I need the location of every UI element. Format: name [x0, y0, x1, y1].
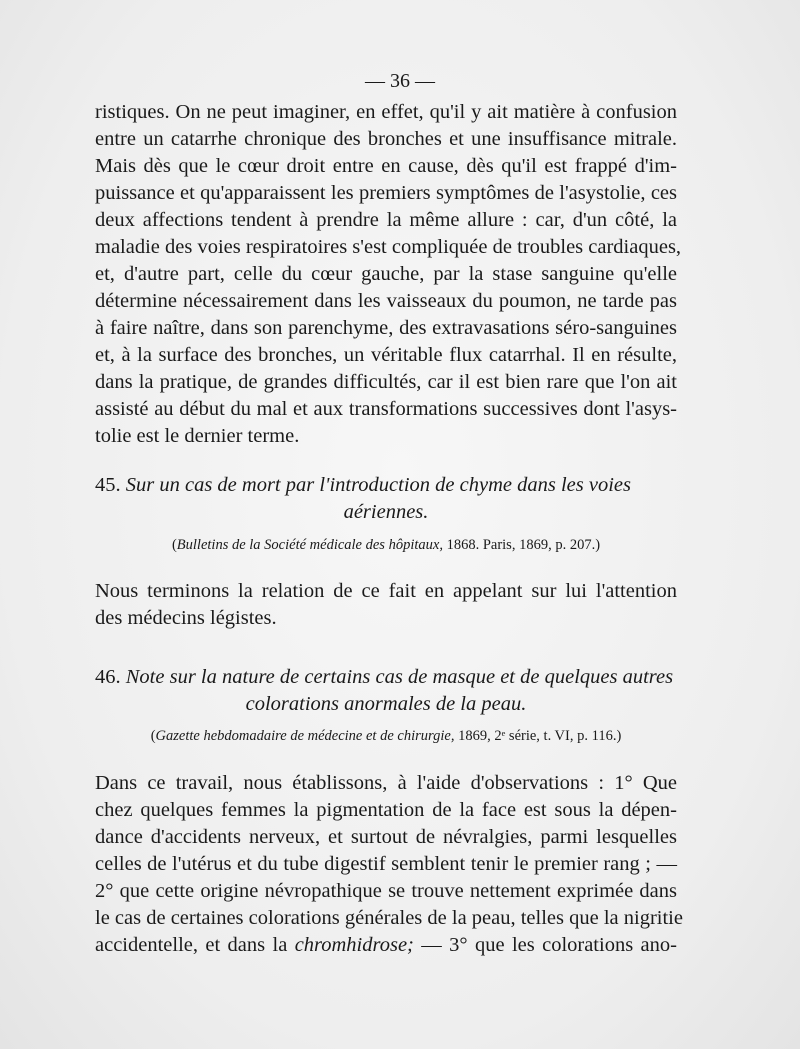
entry-46-number: 46.: [95, 666, 121, 688]
text-line: dance d'accidents nerveux, et surtout de névralgies, parmi lesquelles: [95, 826, 677, 848]
text-line: ristiques. On ne peut imaginer, en effet, qu'il y ait matière à confusion: [95, 101, 677, 123]
entry-45-citation: (Bulletins de la Société médicale des hôpitaux, 1868. Paris, 1869, p. 207.): [171, 537, 601, 553]
entry-45-journal: Bulletins de la Société médicale des hôpitaux,: [176, 537, 443, 553]
entry-46-heading: [95, 664, 677, 718]
entry-45-number: 45.: [95, 474, 121, 496]
entry-46-title-line1: Note sur la nature de certains cas de masque et de quelques autres: [125, 666, 674, 688]
entry-45-heading: [95, 472, 677, 526]
text-line: maladie des voies respiratoires s'est compliquée de troubles cardiaques,: [95, 236, 682, 258]
text-line: chez quelques femmes la pigmentation de la face est sous la dépen-: [95, 799, 677, 821]
entry-45-citation-block: [95, 537, 677, 554]
text-line: et, d'autre part, celle du cœur gauche, par la stase sanguine qu'elle: [95, 263, 677, 285]
entry-45-text: [95, 578, 677, 632]
entry-46-body: [95, 770, 683, 959]
paragraph-intro: [95, 99, 682, 450]
text-line: deux affections tendent à prendre la même allure : car, d'un côté, la: [95, 209, 677, 231]
entry-46-journal: Gazette hebdomadaire de médecine et de chirurgie,: [155, 728, 455, 744]
text-line: des médecins légistes.: [95, 607, 277, 629]
entry-45-title-line1: Sur un cas de mort par l'introduction de chyme dans les voies: [125, 474, 631, 496]
text-line: Nous terminons la relation de ce fait en appelant sur lui l'attention: [95, 580, 677, 602]
chromhidrose-term: chromhidrose;: [294, 934, 414, 956]
entry-45-body: [95, 578, 677, 632]
text-line: celles de l'utérus et du tube digestif semblent tenir le premier rang ; —: [95, 853, 677, 875]
text-line: puissance et qu'apparaissent les premiers symptômes de l'asystolie, ces: [95, 182, 677, 204]
text-line: assisté au début du mal et aux transformations successives dont l'asys-: [95, 398, 677, 420]
text-line: à faire naître, dans son parenchyme, des extravasations séro-sanguines: [95, 317, 677, 339]
text-line: le cas de certaines colorations générales de la peau, telles que la nigritie: [95, 907, 683, 929]
text-line: et, à la surface des bronches, un véritable flux catarrhal. Il en résulte,: [95, 344, 677, 366]
text-line: entre un catarrhe chronique des bronches et une insuffisance mitrale.: [95, 128, 677, 150]
entry-46-text: [95, 770, 683, 932]
text-line: tolie est le dernier terme.: [95, 425, 300, 447]
text-line: détermine nécessairement dans les vaisseaux du poumon, ne tarde pas: [95, 290, 677, 312]
page-number: — 36 —: [365, 70, 435, 92]
text-line: Dans ce travail, nous établissons, à l'aide d'observations : 1° Que: [95, 772, 677, 794]
text-line: Mais dès que le cœur droit entre en cause, dès qu'il est frappé d'im-: [95, 155, 677, 177]
entry-46-citation: (Gazette hebdomadaire de médecine et de chirurgie, 1869, 2ᵉ série, t. VI, p. 116.): [150, 728, 622, 744]
text-line: dans la pratique, de grandes difficultés, car il est bien rare que l'on ait: [95, 371, 677, 393]
entry-45: [95, 472, 677, 526]
entry-46-last-line: accidentelle, et dans la chromhidrose; — 3° que les colorations ano-: [95, 934, 677, 956]
paragraph-text: [95, 99, 682, 450]
entry-46-title-line2: colorations anormales de la peau.: [245, 693, 527, 715]
text-line: 2° que cette origine névropathique se trouve nettement exprimée dans: [95, 880, 677, 902]
entry-45-title-line2: aériennes.: [343, 501, 429, 523]
entry-46-citation-block: [95, 728, 677, 745]
entry-46: [95, 664, 677, 718]
